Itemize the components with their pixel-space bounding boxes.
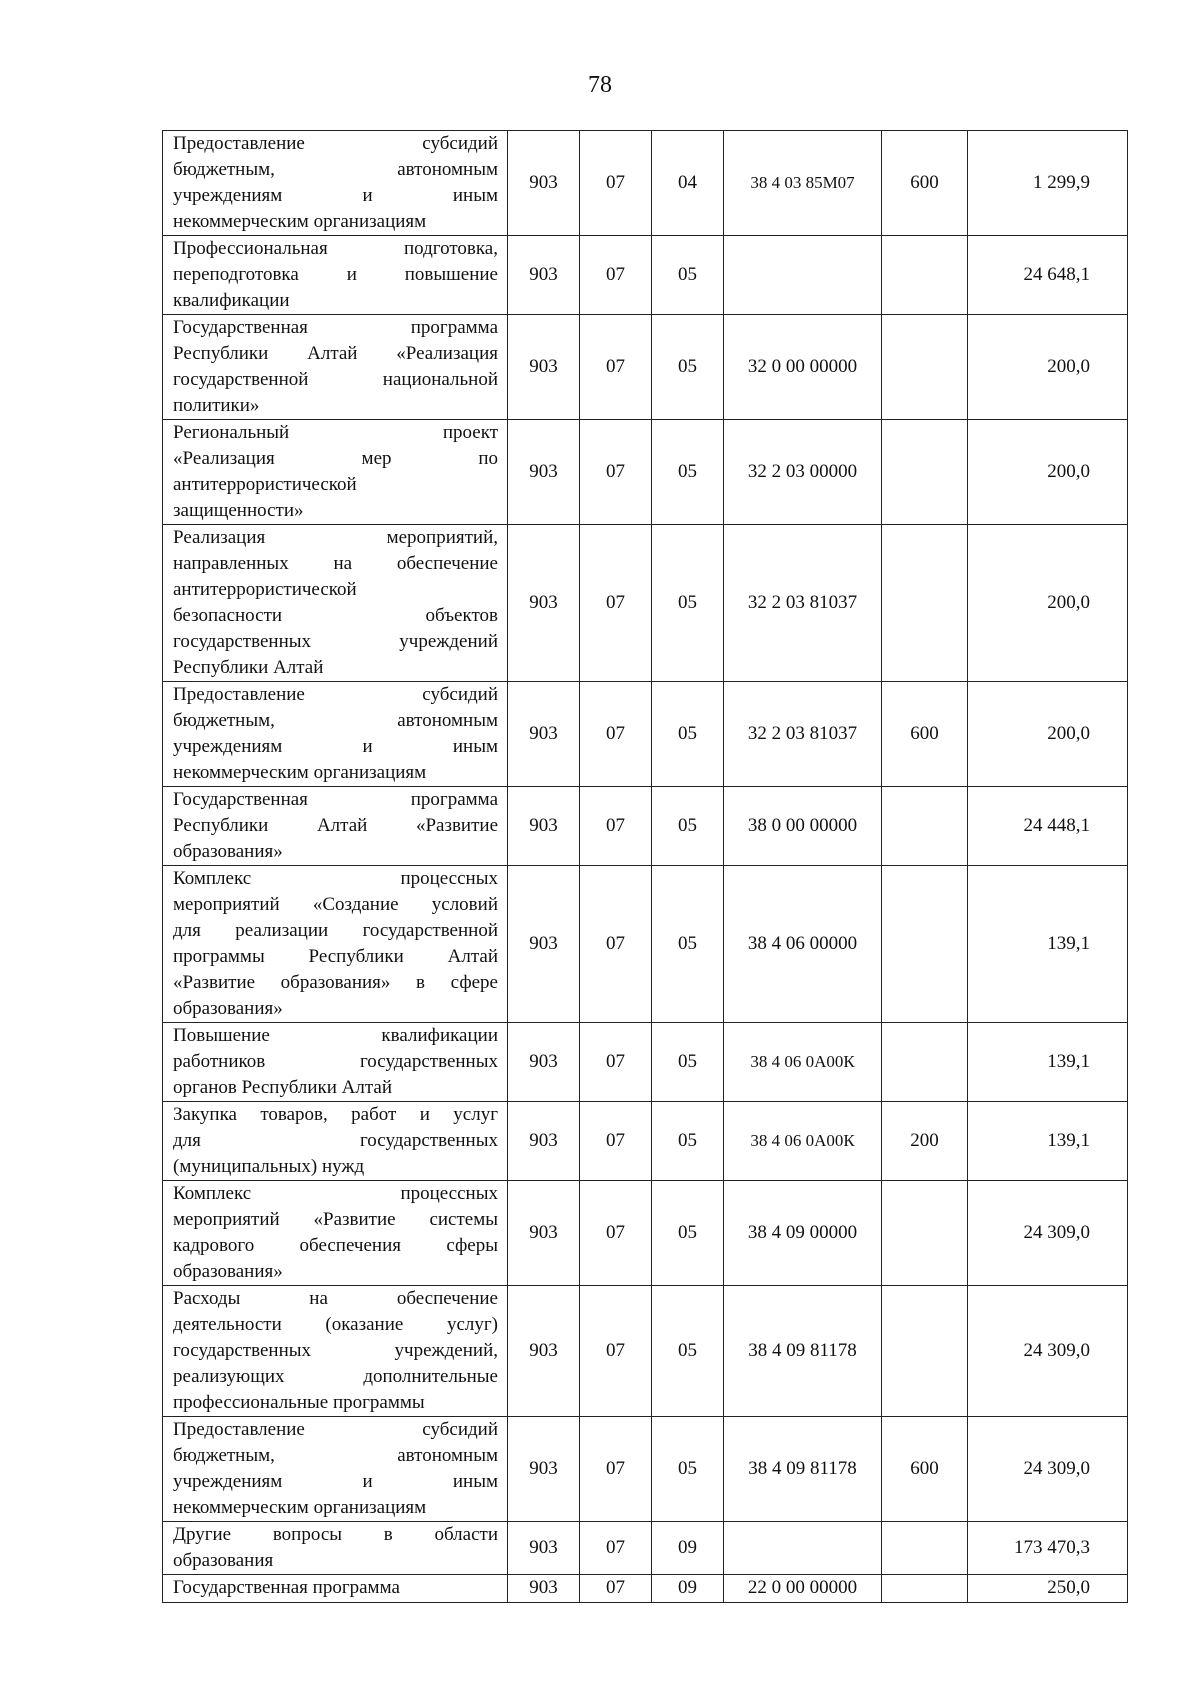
description-line: Другие вопросы в области [173, 1524, 498, 1545]
description-line: образования» [173, 1261, 283, 1282]
description-line: политики» [173, 395, 260, 416]
expense-type-code [882, 525, 968, 682]
subsection-code: 05 [652, 1181, 724, 1286]
expense-description [163, 1181, 508, 1286]
subsection-code: 05 [652, 525, 724, 682]
table-row [163, 787, 1128, 866]
description-line: Региональный проект [173, 422, 498, 443]
expense-type-code [882, 236, 968, 315]
amount: 200,0 [968, 315, 1128, 420]
description-line: (муниципальных) нужд [173, 1156, 365, 1177]
expense-description [163, 420, 508, 525]
subsection-code: 05 [652, 787, 724, 866]
expense-description [163, 525, 508, 682]
table-row [163, 1023, 1128, 1102]
description-line: некоммерческим организациям [173, 211, 427, 232]
page-number: 78 [588, 72, 612, 98]
ministry-code: 903 [508, 131, 580, 236]
description-line: квалификации [173, 290, 290, 311]
table-row [163, 682, 1128, 787]
ministry-code: 903 [508, 1522, 580, 1575]
description-line: Республики Алтай «Реализация [173, 343, 498, 364]
expense-description [163, 131, 508, 236]
budget-table [162, 130, 1128, 1603]
section-code: 07 [580, 420, 652, 525]
description-line: учреждениям и иным [173, 736, 498, 757]
amount: 139,1 [968, 1023, 1128, 1102]
table-row [163, 131, 1128, 236]
description-line: государственных учреждений, [173, 1340, 498, 1361]
description-line: некоммерческим организациям [173, 1497, 427, 1518]
table-row [163, 525, 1128, 682]
description-line: для реализации государственной [173, 920, 498, 941]
subsection-code: 09 [652, 1575, 724, 1603]
amount: 1 299,9 [968, 131, 1128, 236]
subsection-code: 05 [652, 1417, 724, 1522]
expense-type-code [882, 787, 968, 866]
section-code: 07 [580, 1417, 652, 1522]
amount: 200,0 [968, 525, 1128, 682]
expense-description [163, 315, 508, 420]
table-row [163, 1522, 1128, 1575]
table-row [163, 1575, 1128, 1603]
description-line: реализующих дополнительные [173, 1366, 498, 1387]
expense-description [163, 682, 508, 787]
description-line: образования» [173, 841, 283, 862]
description-line: Государственная программа [173, 1577, 400, 1599]
table-row [163, 420, 1128, 525]
expense-type-code [882, 1286, 968, 1417]
description-line: мероприятий «Создание условий [173, 894, 498, 915]
description-line: бюджетным, автономным [173, 710, 498, 731]
target-article-code: 22 0 00 00000 [724, 1575, 882, 1603]
target-article-code [724, 236, 882, 315]
description-line: для государственных [173, 1130, 498, 1151]
expense-type-code [882, 1181, 968, 1286]
description-line: некоммерческим организациям [173, 762, 427, 783]
description-line: Государственная программа [173, 789, 498, 810]
description-line: «Реализация мер по [173, 448, 498, 469]
expense-type-code [882, 420, 968, 525]
description-line: Повышение квалификации [173, 1025, 498, 1046]
target-article-code: 32 2 03 00000 [724, 420, 882, 525]
amount: 200,0 [968, 682, 1128, 787]
table-row [163, 1417, 1128, 1522]
description-line: Предоставление субсидий [173, 133, 498, 154]
description-line: «Развитие образования» в сфере [173, 972, 498, 993]
section-code: 07 [580, 315, 652, 420]
expense-description [163, 1286, 508, 1417]
target-article-code: 38 4 06 0А00К [724, 1102, 882, 1181]
target-article-code: 38 4 06 0А00К [724, 1023, 882, 1102]
target-article-code: 32 2 03 81037 [724, 525, 882, 682]
subsection-code: 05 [652, 1102, 724, 1181]
description-line: переподготовка и повышение [173, 264, 498, 285]
amount: 24 309,0 [968, 1417, 1128, 1522]
section-code: 07 [580, 1286, 652, 1417]
expense-type-code [882, 866, 968, 1023]
expense-type-code: 600 [882, 131, 968, 236]
expense-type-code [882, 1575, 968, 1603]
subsection-code: 05 [652, 1023, 724, 1102]
expense-description [163, 866, 508, 1023]
section-code: 07 [580, 1102, 652, 1181]
description-line: Республики Алтай [173, 657, 324, 678]
budget-table-body [163, 131, 1128, 1603]
ministry-code: 903 [508, 236, 580, 315]
description-line: Предоставление субсидий [173, 1419, 498, 1440]
description-line: бюджетным, автономным [173, 159, 498, 180]
amount: 139,1 [968, 1102, 1128, 1181]
table-row [163, 1102, 1128, 1181]
table-row [163, 236, 1128, 315]
ministry-code: 903 [508, 1023, 580, 1102]
description-line: органов Республики Алтай [173, 1077, 393, 1098]
description-line: Государственная программа [173, 317, 498, 338]
description-line: Республики Алтай «Развитие [173, 815, 498, 836]
expense-description [163, 236, 508, 315]
target-article-code: 32 2 03 81037 [724, 682, 882, 787]
description-line: антитеррористической [173, 579, 357, 600]
target-article-code: 38 4 09 81178 [724, 1417, 882, 1522]
description-line: государственных учреждений [173, 631, 498, 652]
expense-type-code: 200 [882, 1102, 968, 1181]
expense-description [163, 1023, 508, 1102]
expense-type-code [882, 1522, 968, 1575]
description-line: образования» [173, 998, 283, 1019]
description-line: государственной национальной [173, 369, 498, 390]
ministry-code: 903 [508, 525, 580, 682]
expense-type-code [882, 315, 968, 420]
description-line: кадрового обеспечения сферы [173, 1235, 498, 1256]
description-line: Предоставление субсидий [173, 684, 498, 705]
subsection-code: 05 [652, 420, 724, 525]
amount: 24 448,1 [968, 787, 1128, 866]
description-line: работников государственных [173, 1051, 498, 1072]
subsection-code: 05 [652, 1286, 724, 1417]
section-code: 07 [580, 1575, 652, 1603]
target-article-code: 38 4 09 81178 [724, 1286, 882, 1417]
expense-type-code: 600 [882, 1417, 968, 1522]
amount: 250,0 [968, 1575, 1128, 1603]
target-article-code: 38 4 09 00000 [724, 1181, 882, 1286]
ministry-code: 903 [508, 420, 580, 525]
section-code: 07 [580, 1522, 652, 1575]
amount: 139,1 [968, 866, 1128, 1023]
section-code: 07 [580, 787, 652, 866]
description-line: учреждениям и иным [173, 185, 498, 206]
section-code: 07 [580, 866, 652, 1023]
description-line: защищенности» [173, 500, 304, 521]
table-row [163, 866, 1128, 1023]
section-code: 07 [580, 236, 652, 315]
ministry-code: 903 [508, 1286, 580, 1417]
target-article-code: 32 0 00 00000 [724, 315, 882, 420]
ministry-code: 903 [508, 1181, 580, 1286]
description-line: профессиональные программы [173, 1392, 425, 1413]
subsection-code: 05 [652, 236, 724, 315]
expense-description [163, 1417, 508, 1522]
expense-description [163, 1522, 508, 1575]
amount: 24 309,0 [968, 1286, 1128, 1417]
subsection-code: 05 [652, 315, 724, 420]
section-code: 07 [580, 682, 652, 787]
ministry-code: 903 [508, 1575, 580, 1603]
description-line: Комплекс процессных [173, 868, 498, 889]
description-line: безопасности объектов [173, 605, 498, 626]
amount: 200,0 [968, 420, 1128, 525]
amount: 173 470,3 [968, 1522, 1128, 1575]
section-code: 07 [580, 525, 652, 682]
description-line: Реализация мероприятий, [173, 527, 498, 548]
target-article-code [724, 1522, 882, 1575]
target-article-code: 38 4 03 85М07 [724, 131, 882, 236]
description-line: образования [173, 1550, 274, 1571]
description-line: Расходы на обеспечение [173, 1288, 498, 1309]
description-line: Комплекс процессных [173, 1183, 498, 1204]
expense-description [163, 1575, 508, 1603]
subsection-code: 05 [652, 682, 724, 787]
amount: 24 309,0 [968, 1181, 1128, 1286]
expense-description [163, 787, 508, 866]
section-code: 07 [580, 131, 652, 236]
description-line: Профессиональная подготовка, [173, 238, 498, 259]
target-article-code: 38 4 06 00000 [724, 866, 882, 1023]
expense-description [163, 1102, 508, 1181]
expense-type-code: 600 [882, 682, 968, 787]
description-line: деятельности (оказание услуг) [173, 1314, 498, 1335]
section-code: 07 [580, 1023, 652, 1102]
amount: 24 648,1 [968, 236, 1128, 315]
ministry-code: 903 [508, 1417, 580, 1522]
table-row [163, 1286, 1128, 1417]
description-line: бюджетным, автономным [173, 1445, 498, 1466]
subsection-code: 04 [652, 131, 724, 236]
target-article-code: 38 0 00 00000 [724, 787, 882, 866]
ministry-code: 903 [508, 682, 580, 787]
description-line: антитеррористической [173, 474, 357, 495]
table-row [163, 315, 1128, 420]
expense-type-code [882, 1023, 968, 1102]
subsection-code: 09 [652, 1522, 724, 1575]
description-line: программы Республики Алтай [173, 946, 498, 967]
description-line: направленных на обеспечение [173, 553, 498, 574]
table-row [163, 1181, 1128, 1286]
description-line: Закупка товаров, работ и услуг [173, 1104, 498, 1125]
section-code: 07 [580, 1181, 652, 1286]
description-line: учреждениям и иным [173, 1471, 498, 1492]
ministry-code: 903 [508, 787, 580, 866]
subsection-code: 05 [652, 866, 724, 1023]
ministry-code: 903 [508, 1102, 580, 1181]
description-line: мероприятий «Развитие системы [173, 1209, 498, 1230]
ministry-code: 903 [508, 315, 580, 420]
ministry-code: 903 [508, 866, 580, 1023]
